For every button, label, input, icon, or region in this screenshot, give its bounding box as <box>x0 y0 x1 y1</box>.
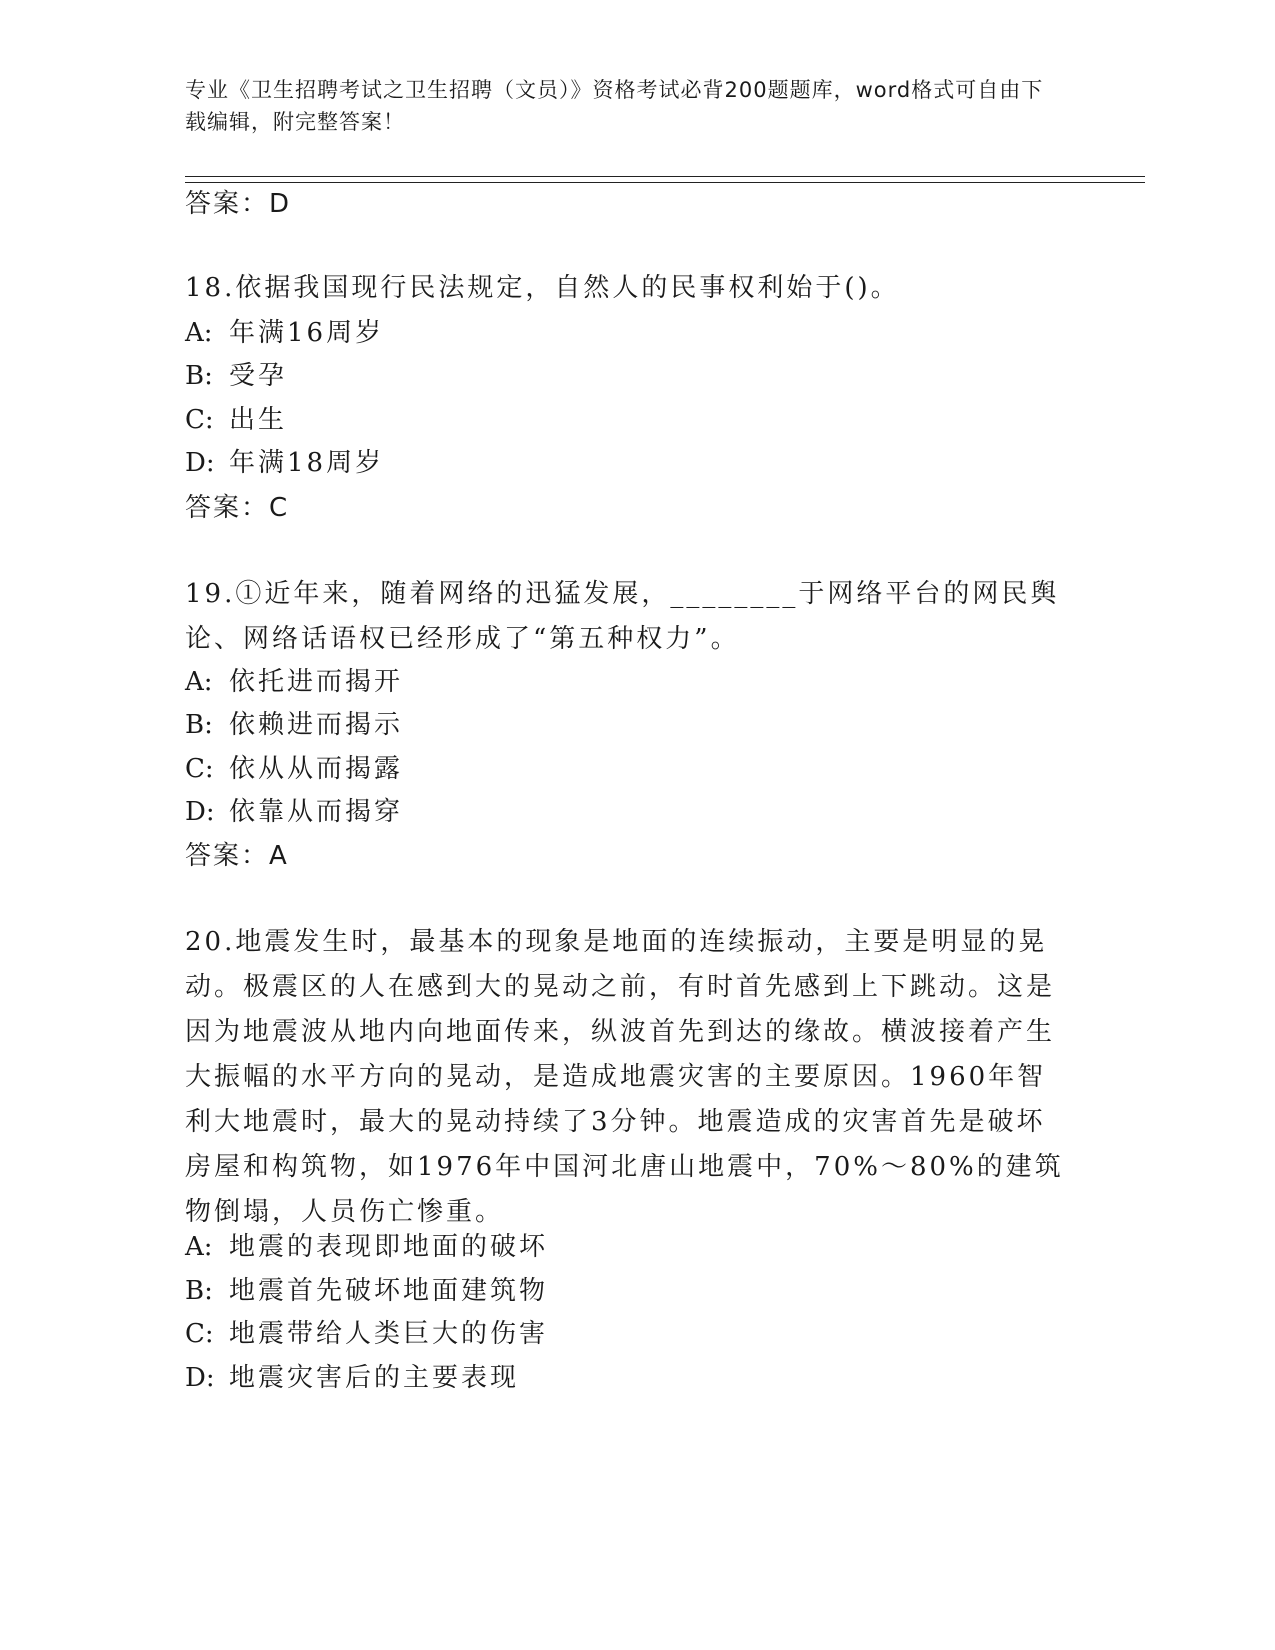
option-label: D: <box>185 448 215 478</box>
question-text: 20.地震发生时，最基本的现象是地面的连续振动，主要是明显的晃动。极震区的人在感到大的晃动之前，有时首先感到上下跳动。这是因为地震波从地内向地面传来，纵波首先到达的缘故。横波接着产生大振幅的水平方向的晃动，是造成地震灾害的主要原因。1960年智利大地震时，最大的晃动持续了3分钟。地震造成的灾害首先是破坏房屋和构筑物，如1976年中国河北唐山地震中，70%～80%的建筑物倒塌，人员伤亡惨重。 <box>185 927 1064 1227</box>
question-text: 19.①近年来，随着网络的迅猛发展，________于网络平台的网民舆论、网络话语权已经形成了“第五种权力”。 <box>185 579 1060 654</box>
answer-line: 答案：C <box>185 493 290 523</box>
option-d <box>185 794 403 830</box>
option-label: B: <box>185 1276 213 1306</box>
answer-line: 答案：D <box>185 189 292 219</box>
question-text: 18.依据我国现行民法规定，自然人的民事权利始于()。 <box>185 273 900 303</box>
option-text: 年满18周岁 <box>229 448 385 478</box>
answer-line: 答案：A <box>185 841 289 871</box>
option-label: C: <box>185 754 214 784</box>
option-label: D: <box>185 1363 215 1393</box>
option-c <box>185 751 403 787</box>
option-c <box>185 402 287 438</box>
option-label: D: <box>185 797 215 827</box>
option-c <box>185 1316 548 1352</box>
option-a <box>185 315 384 351</box>
option-a <box>185 664 403 700</box>
option-label: A: <box>185 1232 213 1262</box>
header-divider-top <box>185 176 1145 177</box>
option-b <box>185 358 287 394</box>
option-a <box>185 1229 548 1265</box>
option-text: 依赖进而揭示 <box>229 710 404 740</box>
document-header: 专业《卫生招聘考试之卫生招聘（文员）》资格考试必背200题题库，word格式可自由下载编辑，附完整答案！ <box>185 78 1044 134</box>
option-text: 年满16周岁 <box>229 318 385 348</box>
option-d <box>185 1360 519 1396</box>
option-text: 依托进而揭开 <box>229 667 404 697</box>
option-text: 地震带给人类巨大的伤害 <box>229 1319 549 1349</box>
option-b <box>185 1273 548 1309</box>
option-text: 地震的表现即地面的破坏 <box>229 1232 549 1262</box>
header-divider-bottom <box>185 182 1145 183</box>
option-text: 依从从而揭露 <box>229 754 404 784</box>
option-label: C: <box>185 1319 214 1349</box>
option-label: B: <box>185 361 213 391</box>
option-label: B: <box>185 710 213 740</box>
option-b <box>185 707 403 743</box>
option-text: 地震灾害后的主要表现 <box>229 1363 520 1393</box>
option-text: 依靠从而揭穿 <box>229 797 404 827</box>
option-label: C: <box>185 405 214 435</box>
option-text: 地震首先破坏地面建筑物 <box>229 1276 549 1306</box>
option-text: 受孕 <box>229 361 288 391</box>
option-text: 出生 <box>229 405 288 435</box>
option-label: A: <box>185 667 213 697</box>
option-label: A: <box>185 318 213 348</box>
option-d <box>185 445 384 481</box>
